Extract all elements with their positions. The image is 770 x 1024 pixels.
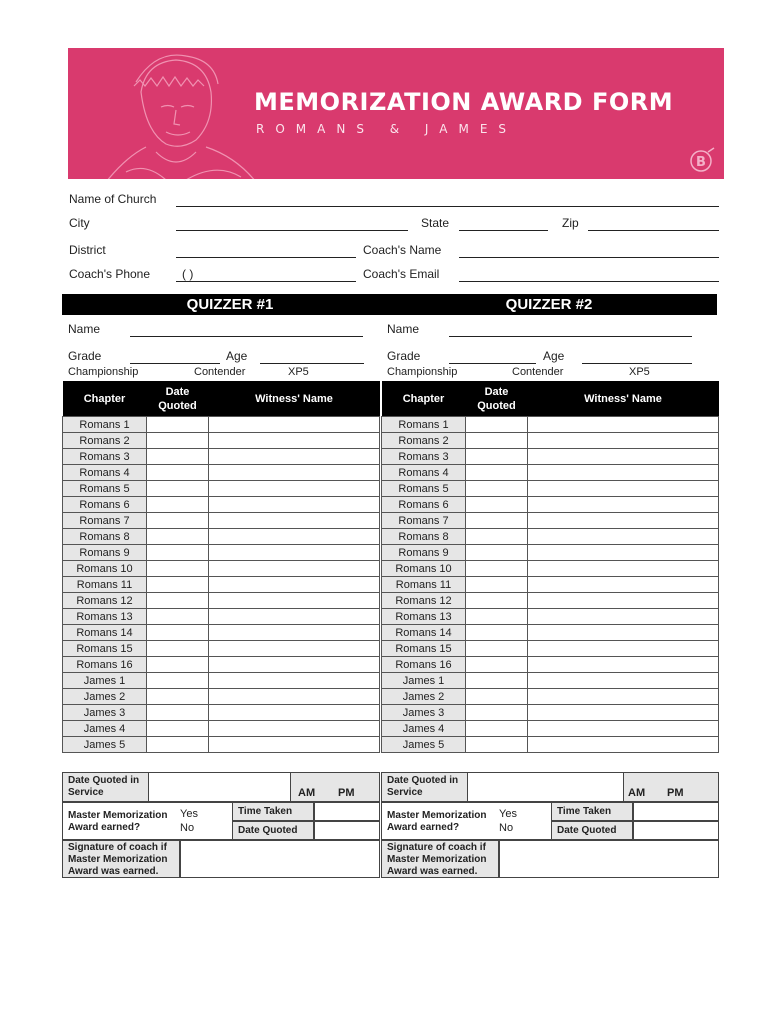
chapter-row — [63, 641, 380, 657]
chapter-cell: Romans 4 — [382, 465, 466, 481]
quizzer-panel — [62, 294, 398, 315]
date-quoted-cell[interactable] — [466, 737, 528, 753]
chapter-cell: Romans 9 — [382, 545, 466, 561]
quizzer-name-field[interactable] — [449, 336, 692, 337]
col-chapter: Chapter — [382, 381, 466, 417]
grade-field[interactable] — [130, 363, 220, 364]
date-service-label: Date Quoted in Service — [68, 775, 140, 798]
division-championship[interactable]: Championship — [387, 366, 458, 378]
chapter-cell: Romans 14 — [63, 625, 147, 641]
chapter-cell: Romans 1 — [382, 417, 466, 433]
date-quoted-cell[interactable] — [466, 561, 528, 577]
col-witness-name: Witness' Name — [528, 381, 719, 417]
witness-name-cell[interactable] — [528, 561, 719, 577]
quizzer-title: QUIZZER #2 — [381, 294, 717, 315]
chapter-row — [382, 465, 719, 481]
time-taken-label: Time Taken — [238, 806, 293, 817]
chapter-row — [63, 577, 380, 593]
date-quoted-cell[interactable] — [466, 433, 528, 449]
chapter-cell: Romans 15 — [382, 641, 466, 657]
date-quoted-cell[interactable] — [147, 497, 209, 513]
date-quoted-cell[interactable] — [466, 705, 528, 721]
witness-name-cell[interactable] — [528, 673, 719, 689]
time-taken-label: Time Taken — [557, 806, 612, 817]
chapter-cell: Romans 8 — [63, 529, 147, 545]
witness-name-cell[interactable] — [209, 593, 380, 609]
grade-label: Grade — [68, 349, 102, 363]
district-label: District — [69, 243, 106, 257]
form-subtitle: ROMANS & JAMES — [256, 122, 518, 136]
chapter-row — [63, 433, 380, 449]
coach-phone-label: Coach's Phone — [69, 267, 151, 281]
witness-name-cell[interactable] — [209, 689, 380, 705]
chapter-cell: Romans 16 — [382, 657, 466, 673]
witness-name-cell[interactable] — [528, 497, 719, 513]
chapter-row — [382, 481, 719, 497]
date-quoted-cell[interactable] — [147, 737, 209, 753]
church-name-label: Name of Church — [69, 192, 157, 206]
witness-name-cell[interactable] — [209, 673, 380, 689]
witness-name-cell[interactable] — [528, 513, 719, 529]
date-quoted-cell[interactable] — [147, 561, 209, 577]
age-field[interactable] — [582, 363, 692, 364]
witness-name-cell[interactable] — [209, 625, 380, 641]
chapter-cell: Romans 3 — [63, 449, 147, 465]
witness-name-cell[interactable] — [528, 465, 719, 481]
date-quoted-cell[interactable] — [466, 609, 528, 625]
witness-name-cell[interactable] — [528, 481, 719, 497]
witness-name-cell[interactable] — [528, 657, 719, 673]
chapter-row — [382, 417, 719, 433]
witness-name-cell[interactable] — [209, 657, 380, 673]
svg-text:B: B — [696, 155, 706, 170]
witness-name-cell[interactable] — [209, 513, 380, 529]
witness-name-cell[interactable] — [209, 705, 380, 721]
am-option[interactable]: AM — [628, 787, 646, 799]
chapter-cell: James 3 — [63, 705, 147, 721]
date-service-label: Date Quoted in Service — [387, 775, 459, 798]
signature-label: Signature of coach if Master Memorization Award was earned. — [68, 842, 168, 877]
date-quoted-field[interactable] — [633, 821, 719, 840]
chapter-row — [63, 689, 380, 705]
city-field[interactable] — [176, 230, 408, 231]
chapter-cell: Romans 6 — [63, 497, 147, 513]
date-quoted-cell[interactable] — [147, 641, 209, 657]
witness-name-cell[interactable] — [528, 577, 719, 593]
pm-option[interactable]: PM — [667, 787, 684, 799]
chapter-cell: Romans 1 — [63, 417, 147, 433]
chapter-row — [382, 449, 719, 465]
quizzer-title: QUIZZER #1 — [62, 294, 398, 315]
chapter-row — [63, 513, 380, 529]
coach-phone-field[interactable] — [176, 281, 356, 282]
chapter-row — [382, 673, 719, 689]
coach-name-label: Coach's Name — [363, 243, 442, 257]
chapter-row — [382, 609, 719, 625]
col-chapter: Chapter — [63, 381, 147, 417]
date-quoted-cell[interactable] — [466, 481, 528, 497]
chapter-cell: Romans 6 — [382, 497, 466, 513]
coach-email-label: Coach's Email — [363, 267, 440, 281]
chapter-cell: James 4 — [382, 721, 466, 737]
chapter-cell: Romans 9 — [63, 545, 147, 561]
date-service-field[interactable] — [467, 772, 624, 802]
award-earned-label: Master Memorization Award earned? — [68, 810, 168, 833]
date-quoted-cell[interactable] — [466, 593, 528, 609]
date-quoted-cell[interactable] — [466, 689, 528, 705]
award-no-option[interactable]: No — [180, 822, 195, 834]
chapter-cell: Romans 4 — [63, 465, 147, 481]
church-name-field[interactable] — [176, 206, 719, 207]
am-option[interactable]: AM — [298, 787, 316, 799]
chapter-row — [382, 657, 719, 673]
pm-option[interactable]: PM — [338, 787, 355, 799]
chapter-cell: Romans 11 — [63, 577, 147, 593]
chapter-cell: Romans 7 — [63, 513, 147, 529]
date-quoted-cell[interactable] — [466, 497, 528, 513]
chapter-cell: Romans 5 — [382, 481, 466, 497]
date-quoted-cell[interactable] — [147, 449, 209, 465]
chapter-row — [63, 449, 380, 465]
chapter-cell: Romans 14 — [382, 625, 466, 641]
witness-name-cell[interactable] — [209, 641, 380, 657]
city-label: City — [69, 216, 90, 230]
col-witness-name: Witness' Name — [209, 381, 380, 417]
age-label: Age — [226, 349, 248, 363]
chapter-row — [382, 625, 719, 641]
chapter-cell: Romans 2 — [63, 433, 147, 449]
signature-field[interactable] — [180, 840, 380, 878]
date-quoted-cell[interactable] — [147, 545, 209, 561]
division-contender[interactable]: Contender — [512, 366, 564, 378]
date-quoted-cell[interactable] — [147, 673, 209, 689]
chapter-cell: James 5 — [63, 737, 147, 753]
chapter-cell: Romans 5 — [63, 481, 147, 497]
chapter-row — [382, 689, 719, 705]
chapter-row — [382, 593, 719, 609]
chapter-row — [63, 721, 380, 737]
chapter-cell: Romans 11 — [382, 577, 466, 593]
state-field[interactable] — [459, 230, 548, 231]
date-quoted-label: Date Quoted — [557, 825, 617, 836]
chapter-row — [63, 561, 380, 577]
chapter-row — [382, 513, 719, 529]
chapter-row — [63, 545, 380, 561]
form-title: MEMORIZATION AWARD FORM — [254, 88, 674, 116]
chapter-cell: Romans 13 — [382, 609, 466, 625]
award-no-option[interactable]: No — [499, 822, 514, 834]
date-quoted-cell[interactable] — [147, 433, 209, 449]
witness-name-cell[interactable] — [528, 705, 719, 721]
coach-name-field[interactable] — [459, 257, 719, 258]
witness-name-cell[interactable] — [528, 417, 719, 433]
witness-name-cell[interactable] — [528, 609, 719, 625]
witness-name-cell[interactable] — [528, 641, 719, 657]
chapter-cell: Romans 12 — [63, 593, 147, 609]
witness-name-cell[interactable] — [209, 721, 380, 737]
chapter-row — [382, 497, 719, 513]
chapter-row — [63, 657, 380, 673]
date-quoted-cell[interactable] — [147, 721, 209, 737]
col-date-quoted: Date Quoted — [466, 381, 528, 417]
date-quoted-cell[interactable] — [147, 529, 209, 545]
chapter-row — [382, 561, 719, 577]
witness-name-cell[interactable] — [528, 593, 719, 609]
chapter-row — [63, 625, 380, 641]
date-quoted-cell[interactable] — [147, 657, 209, 673]
witness-name-cell[interactable] — [209, 561, 380, 577]
chapter-cell: Romans 13 — [63, 609, 147, 625]
date-quoted-cell[interactable] — [147, 593, 209, 609]
grade-label: Grade — [387, 349, 421, 363]
time-taken-field[interactable] — [633, 802, 719, 821]
witness-name-cell[interactable] — [209, 465, 380, 481]
date-quoted-cell[interactable] — [466, 529, 528, 545]
witness-name-cell[interactable] — [209, 529, 380, 545]
date-quoted-cell[interactable] — [466, 449, 528, 465]
state-label: State — [421, 216, 450, 230]
age-label: Age — [543, 349, 565, 363]
date-quoted-cell[interactable] — [147, 417, 209, 433]
col-date-quoted: Date Quoted — [147, 381, 209, 417]
chapter-row — [63, 673, 380, 689]
date-quoted-label: Date Quoted — [238, 825, 298, 836]
witness-name-cell[interactable] — [528, 545, 719, 561]
chapter-row — [63, 593, 380, 609]
coach-email-field[interactable] — [459, 281, 719, 282]
chapter-cell: James 5 — [382, 737, 466, 753]
chapter-row — [63, 497, 380, 513]
chapter-cell: Romans 10 — [382, 561, 466, 577]
date-quoted-cell[interactable] — [147, 689, 209, 705]
chapter-table — [62, 381, 380, 753]
date-quoted-cell[interactable] — [147, 465, 209, 481]
chapter-cell: Romans 3 — [382, 449, 466, 465]
chapter-row — [63, 737, 380, 753]
chapter-cell: Romans 12 — [382, 593, 466, 609]
witness-name-cell[interactable] — [528, 529, 719, 545]
witness-name-cell[interactable] — [209, 433, 380, 449]
quizzer-panel — [381, 294, 717, 315]
date-quoted-cell[interactable] — [466, 625, 528, 641]
division-contender[interactable]: Contender — [194, 366, 246, 378]
date-quoted-cell[interactable] — [147, 625, 209, 641]
chapter-row — [63, 481, 380, 497]
chapter-cell: James 3 — [382, 705, 466, 721]
chapter-row — [63, 529, 380, 545]
date-quoted-cell[interactable] — [147, 609, 209, 625]
chapter-cell: Romans 7 — [382, 513, 466, 529]
chapter-row — [382, 721, 719, 737]
zip-field[interactable] — [588, 230, 719, 231]
witness-name-cell[interactable] — [209, 481, 380, 497]
division-xp5[interactable]: XP5 — [629, 366, 650, 378]
age-field[interactable] — [260, 363, 364, 364]
chapter-cell: James 4 — [63, 721, 147, 737]
grade-field[interactable] — [449, 363, 536, 364]
date-service-field[interactable] — [148, 772, 291, 802]
witness-name-cell[interactable] — [209, 737, 380, 753]
chapter-row — [382, 545, 719, 561]
signature-label: Signature of coach if Master Memorization Award was earned. — [387, 842, 487, 877]
chapter-cell: Romans 2 — [382, 433, 466, 449]
quizzer-name-label: Name — [68, 322, 101, 336]
quizzer-name-label: Name — [387, 322, 420, 336]
award-earned-label: Master Memorization Award earned? — [387, 810, 487, 833]
division-championship[interactable]: Championship — [68, 366, 139, 378]
chapter-cell: Romans 10 — [63, 561, 147, 577]
quizzer-name-field[interactable] — [130, 336, 363, 337]
date-quoted-cell[interactable] — [466, 577, 528, 593]
date-quoted-cell[interactable] — [466, 513, 528, 529]
chapter-cell: James 1 — [63, 673, 147, 689]
witness-name-cell[interactable] — [209, 497, 380, 513]
date-quoted-cell[interactable] — [147, 577, 209, 593]
chapter-row — [63, 465, 380, 481]
division-xp5[interactable]: XP5 — [288, 366, 309, 378]
chapter-row — [382, 641, 719, 657]
date-quoted-cell[interactable] — [466, 673, 528, 689]
chapter-row — [382, 737, 719, 753]
date-quoted-cell[interactable] — [466, 657, 528, 673]
chapter-table — [381, 381, 719, 753]
date-quoted-field[interactable] — [314, 821, 380, 840]
chapter-cell: James 2 — [63, 689, 147, 705]
witness-name-cell[interactable] — [528, 689, 719, 705]
header-banner — [68, 48, 724, 179]
zip-label: Zip — [562, 216, 579, 230]
date-quoted-cell[interactable] — [466, 545, 528, 561]
chapter-cell: Romans 15 — [63, 641, 147, 657]
brand-logo-icon — [688, 146, 716, 174]
witness-name-cell[interactable] — [209, 577, 380, 593]
signature-field[interactable] — [499, 840, 719, 878]
date-quoted-cell[interactable] — [466, 641, 528, 657]
chapter-row — [63, 417, 380, 433]
chapter-row — [382, 433, 719, 449]
witness-name-cell[interactable] — [209, 449, 380, 465]
date-quoted-cell[interactable] — [147, 481, 209, 497]
date-quoted-cell[interactable] — [466, 417, 528, 433]
date-quoted-cell[interactable] — [466, 465, 528, 481]
witness-name-cell[interactable] — [209, 545, 380, 561]
award-yes-option[interactable]: Yes — [499, 808, 517, 820]
chapter-row — [63, 609, 380, 625]
district-field[interactable] — [176, 257, 356, 258]
date-quoted-cell[interactable] — [147, 705, 209, 721]
chapter-cell: Romans 8 — [382, 529, 466, 545]
witness-name-cell[interactable] — [209, 417, 380, 433]
date-quoted-cell[interactable] — [147, 513, 209, 529]
witness-name-cell[interactable] — [528, 433, 719, 449]
chapter-cell: James 1 — [382, 673, 466, 689]
chapter-cell: James 2 — [382, 689, 466, 705]
chapter-row — [382, 705, 719, 721]
chapter-cell: Romans 16 — [63, 657, 147, 673]
time-taken-field[interactable] — [314, 802, 380, 821]
date-quoted-cell[interactable] — [466, 721, 528, 737]
witness-name-cell[interactable] — [528, 449, 719, 465]
witness-name-cell[interactable] — [209, 609, 380, 625]
chapter-row — [382, 577, 719, 593]
witness-name-cell[interactable] — [528, 721, 719, 737]
phone-area-code: ( ) — [182, 267, 194, 281]
witness-name-cell[interactable] — [528, 737, 719, 753]
chapter-row — [63, 705, 380, 721]
chapter-row — [382, 529, 719, 545]
award-yes-option[interactable]: Yes — [180, 808, 198, 820]
witness-name-cell[interactable] — [528, 625, 719, 641]
